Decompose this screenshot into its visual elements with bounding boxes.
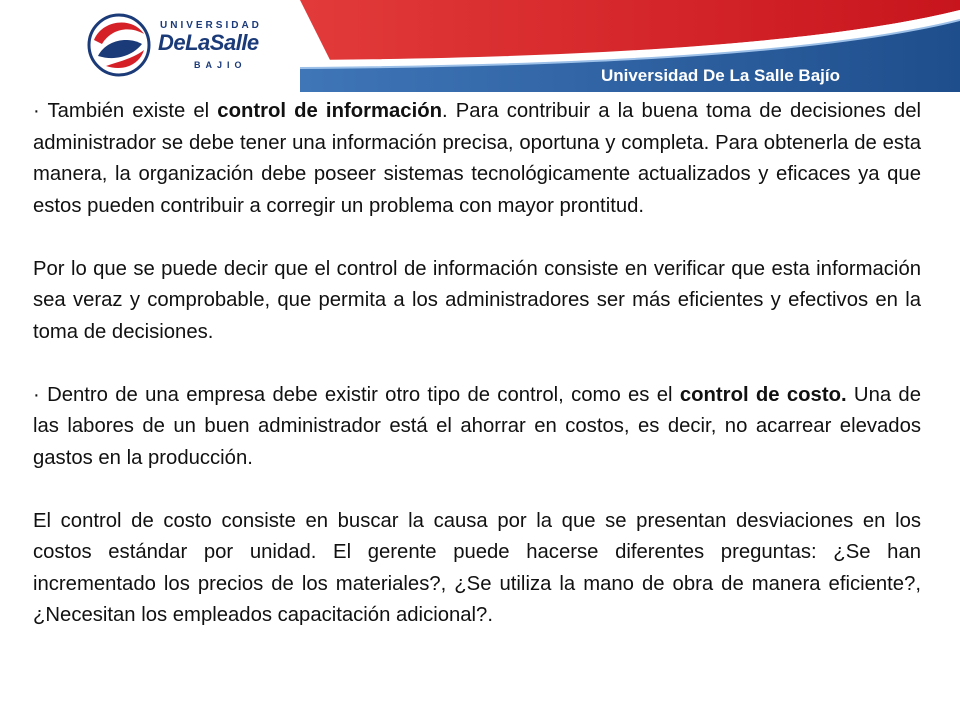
paragraph-definicion-informacion: Por lo que se puede decir que el control de información consiste en verificar que esta información sea veraz y comprobable, que permita a los administradores ser más eficientes y efectivos en la toma de decisiones.	[33, 257, 921, 343]
university-logo	[84, 8, 314, 84]
paragraph-control-costo: · Dentro de una empresa debe existir otro tipo de control, como es el control de costo. Una de las labores de un buen administrador está el ahorrar en costos, es decir, no acarrear elevados gastos en la producción.	[33, 383, 921, 469]
logo-main-text: DeLaSalle	[158, 30, 259, 55]
logo-emblem-icon	[84, 10, 154, 80]
slide-body	[33, 96, 921, 632]
header-banner	[0, 0, 960, 92]
paragraph-control-informacion: · También existe el control de información. Para contribuir a la buena toma de decisiones del administrador se debe tener una información precisa, oportuna y completa. Para obtenerla de esta manera, la organización debe poseer sistemas tecnológicamente actualizados y eficaces ya que estos pueden contribuir a corregir un problema con mayor prontitud.	[33, 100, 921, 217]
bold-term: control de costo.	[679, 383, 847, 406]
bold-term: control de información	[217, 100, 442, 122]
paragraph-definicion-costo: El control de costo consiste en buscar la causa por la que se presentan desviaciones en los costos estándar por unidad. El gerente puede hacerse diferentes preguntas: ¿Se han incrementado los precios de los materiales?, ¿Se utiliza la mano de obra de manera eficiente?, ¿Necesitan los empleados capacitación adicional?.	[33, 509, 921, 626]
banner-title: Universidad De La Salle Bajío	[600, 66, 840, 85]
logo-sub-text: BAJIO	[194, 60, 247, 70]
logo-top-text: UNIVERSIDAD	[160, 20, 262, 31]
